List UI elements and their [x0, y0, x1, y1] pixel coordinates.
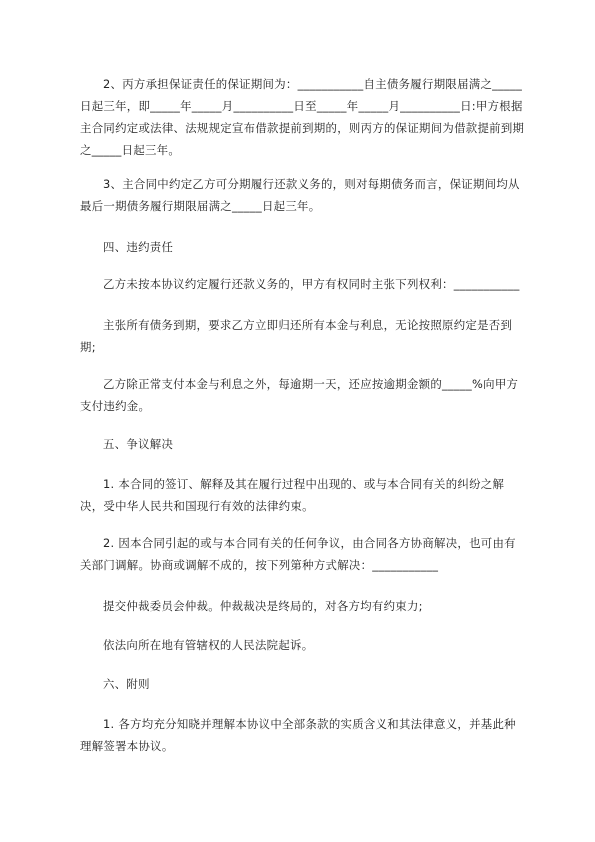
clause-breach-rights: 乙方未按本协议约定履行还款义务的，甲方有权同时主张下列权利：___________ [103, 277, 520, 291]
clause-dispute-resolution: 2. 因本合同引起的或与本合同有关的任何争议，由合同各方协商解决，也可由有关部门调解。协商或调解不成的，按下列第种方式解决：___________ [80, 536, 516, 572]
clause-governing-law: 1. 本合同的签订、解释及其在履行过程中出现的、或与本合同有关的纠纷之解决，受中华人民共和国现行有效的法律约束。 [80, 477, 505, 513]
clause-guarantee-period: 2、丙方承担保证责任的保证期间为：___________自主债务履行期限届满之_____日起三年，即_____年_____月__________日至_____年_____月__________日:甲方根据主合同约定或法律、法规规定宣布借款提前到期的，则丙方的保证期间为借款提前到期之_____日起三年。 [80, 77, 525, 157]
clause-penalty: 乙方除正常支付本金与利息之外，每逾期一天，还应按逾期金额的_____%向甲方支付违约金。 [80, 377, 519, 413]
clause-litigation: 依法向所在地有管辖权的人民法院起诉。 [103, 638, 314, 652]
clause-acceleration: 主张所有债务到期，要求乙方立即归还所有本金与利息，无论按照原约定是否到期; [80, 318, 513, 354]
clause-acknowledgement: 1. 各方均充分知晓并理解本协议中全部条款的实质含义和其法律意义，并基此种理解签署本协议。 [80, 717, 516, 753]
clause-installment-guarantee: 3、主合同中约定乙方可分期履行还款义务的，则对每期债务而言，保证期间均从最后一期债务履行期限届满之_____日起三年。 [80, 177, 520, 213]
section-heading-breach: 四、违约责任 [103, 240, 174, 254]
clause-arbitration: 提交仲裁委员会仲裁。仲裁裁决是终局的，对各方均有约束力; [103, 599, 423, 613]
section-heading-dispute: 五、争议解决 [103, 437, 174, 451]
section-heading-supplementary: 六、附则 [103, 677, 150, 691]
